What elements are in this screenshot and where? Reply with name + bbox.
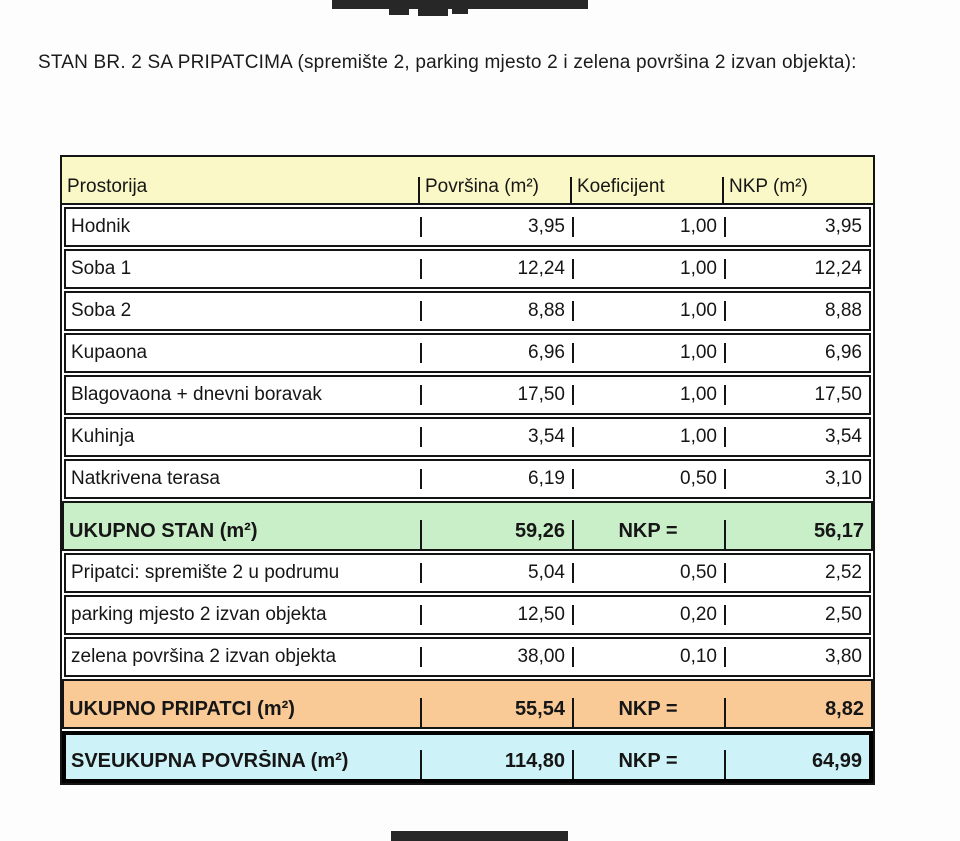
table-row [64,417,871,457]
top-crop-artifact-fragment [418,9,448,16]
page-title: STAN BR. 2 SA PRIPATCIMA (spremište 2, parking mjesto 2 i zelena površina 2 izvan objekta): [38,52,857,73]
top-crop-artifact [332,0,588,9]
cell-nkp: 3,80 [724,647,869,668]
table-row [64,207,871,247]
total-stan-label: UKUPNO STAN (m²) [69,520,258,542]
cell-povrsina: 12,24 [420,259,572,280]
cell-koeficijent: 1,00 [572,343,724,364]
cell-povrsina: 8,88 [420,301,572,322]
top-crop-artifact-fragment [452,9,468,14]
area-table [60,155,875,785]
cell-povrsina: 38,00 [420,647,572,668]
bottom-crop-artifact [391,831,568,841]
cell-povrsina: 5,04 [420,563,572,584]
table-row [64,333,871,373]
cell-room-name: Hodnik [71,216,131,237]
cell-koeficijent: 0,50 [572,563,724,584]
table-row [64,249,871,289]
cell-room-name: parking mjesto 2 izvan objekta [71,604,327,625]
total-stan-nkp: 56,17 [724,520,871,549]
cell-nkp: 2,50 [724,605,869,626]
column-header-koeficijent: Koeficijent [570,177,722,203]
total-pripatci-nkp-eq: NKP = [572,698,724,727]
cell-room-name: zelena površina 2 izvan objekta [71,646,337,667]
cell-nkp: 8,88 [724,301,869,322]
table-row [64,375,871,415]
cell-povrsina: 6,19 [420,469,572,490]
grand-total-row [62,731,873,783]
cell-nkp: 6,96 [724,343,869,364]
cell-nkp: 3,10 [724,469,869,490]
column-header-nkp: NKP (m²) [722,177,873,203]
cell-room-name: Kuhinja [71,426,135,447]
table-row [64,595,871,635]
grand-total-label: SVEUKUPNA POVRŠINA (m²) [71,750,349,772]
table-row [64,637,871,677]
cell-nkp: 12,24 [724,259,869,280]
cell-koeficijent: 1,00 [572,385,724,406]
cell-povrsina: 3,95 [420,217,572,238]
table-row [64,291,871,331]
cell-room-name: Pripatci: spremište 2 u podrumu [71,562,340,583]
cell-povrsina: 3,54 [420,427,572,448]
cell-povrsina: 12,50 [420,605,572,626]
column-header-prostorija: Prostorija [67,177,148,198]
cell-nkp: 3,95 [724,217,869,238]
column-header-povrsina: Površina (m²) [418,177,570,203]
cell-koeficijent: 0,50 [572,469,724,490]
total-stan-row [62,501,873,551]
grand-total-povrsina: 114,80 [420,750,572,779]
cell-nkp: 3,54 [724,427,869,448]
total-pripatci-row [62,679,873,729]
cell-povrsina: 6,96 [420,343,572,364]
table-header-row [62,157,873,205]
total-pripatci-povrsina: 55,54 [420,698,572,727]
total-pripatci-nkp: 8,82 [724,698,871,727]
cell-nkp: 17,50 [724,385,869,406]
cell-room-name: Blagovaona + dnevni boravak [71,384,322,405]
cell-povrsina: 17,50 [420,385,572,406]
cell-room-name: Soba 1 [71,258,132,279]
cell-koeficijent: 1,00 [572,259,724,280]
cell-room-name: Kupaona [71,342,148,363]
total-stan-povrsina: 59,26 [420,520,572,549]
table-row [64,459,871,499]
cell-nkp: 2,52 [724,563,869,584]
cell-koeficijent: 0,20 [572,605,724,626]
total-stan-nkp-eq: NKP = [572,520,724,549]
cell-koeficijent: 0,10 [572,647,724,668]
cell-room-name: Natkrivena terasa [71,468,220,489]
table-row [64,553,871,593]
grand-total-nkp-eq: NKP = [572,750,724,779]
cell-koeficijent: 1,00 [572,427,724,448]
cell-koeficijent: 1,00 [572,301,724,322]
total-pripatci-label: UKUPNO PRIPATCI (m²) [69,698,295,720]
cell-room-name: Soba 2 [71,300,132,321]
grand-total-nkp: 64,99 [724,750,869,779]
top-crop-artifact-fragment [389,9,409,15]
cell-koeficijent: 1,00 [572,217,724,238]
